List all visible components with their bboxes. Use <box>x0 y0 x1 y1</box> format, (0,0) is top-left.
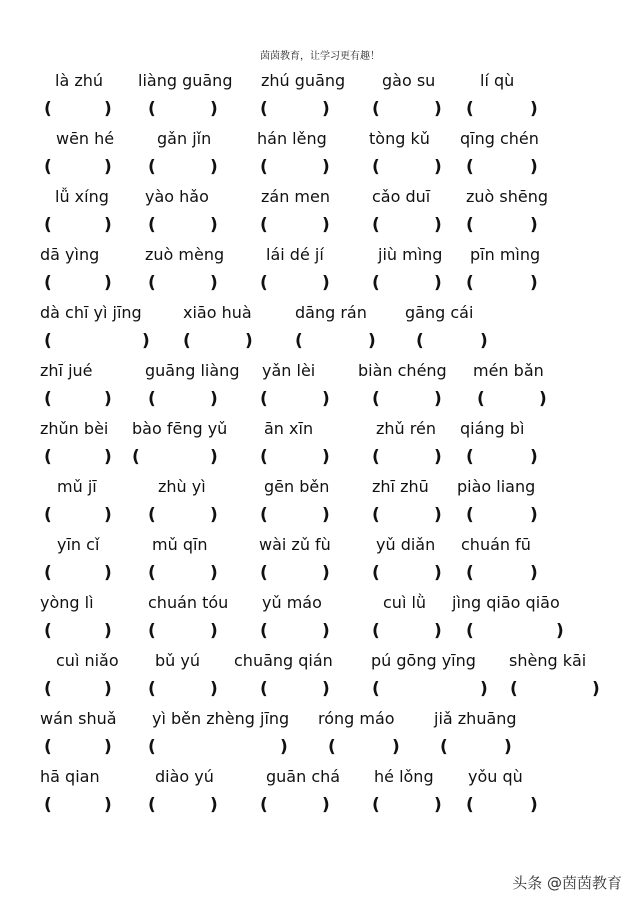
answer-row <box>0 214 640 238</box>
answer-blank-close: ) <box>322 563 330 583</box>
answer-blank-close: ) <box>322 679 330 699</box>
pinyin-word: pīn mìng <box>470 245 541 264</box>
answer-blank-close: ) <box>104 563 112 583</box>
pinyin-word: lí qù <box>480 71 515 90</box>
answer-blank-close: ) <box>480 679 488 699</box>
pinyin-word: zhī jué <box>40 361 93 380</box>
pinyin-word: mǔ qīn <box>152 535 208 554</box>
answer-blank-close: ) <box>210 273 218 293</box>
pinyin-word: cuì niǎo <box>56 651 119 670</box>
answer-blank-close: ) <box>210 447 218 467</box>
pinyin-word: jiǎ zhuāng <box>434 709 517 728</box>
answer-blank-open: ( <box>466 99 474 119</box>
answer-blank-close: ) <box>539 389 547 409</box>
answer-row <box>0 446 640 470</box>
answer-blank-close: ) <box>530 273 538 293</box>
pinyin-word: gào su <box>382 71 436 90</box>
answer-blank-open: ( <box>260 215 268 235</box>
answer-blank-open: ( <box>44 331 52 351</box>
answer-blank-close: ) <box>322 505 330 525</box>
answer-blank-close: ) <box>322 99 330 119</box>
pinyin-word: zuò shēng <box>466 187 549 206</box>
answer-row <box>0 156 640 180</box>
answer-blank-open: ( <box>148 157 156 177</box>
answer-blank-open: ( <box>183 331 191 351</box>
pinyin-word: yào hǎo <box>145 187 209 206</box>
answer-blank-close: ) <box>104 621 112 641</box>
pinyin-row <box>0 128 640 152</box>
answer-row <box>0 620 640 644</box>
answer-blank-close: ) <box>322 215 330 235</box>
answer-blank-close: ) <box>530 99 538 119</box>
answer-blank-open: ( <box>148 737 156 757</box>
answer-blank-open: ( <box>372 99 380 119</box>
answer-blank-open: ( <box>372 679 380 699</box>
answer-blank-open: ( <box>372 505 380 525</box>
answer-blank-close: ) <box>104 157 112 177</box>
answer-blank-open: ( <box>260 795 268 815</box>
pinyin-word: gēn běn <box>264 477 330 496</box>
pinyin-row <box>0 360 640 384</box>
answer-blank-open: ( <box>416 331 424 351</box>
pinyin-word: jìng qiāo qiāo <box>452 593 560 612</box>
pinyin-row <box>0 592 640 616</box>
pinyin-word: zhǔ rén <box>376 419 436 438</box>
pinyin-word: qīng chén <box>460 129 539 148</box>
pinyin-word: tòng kǔ <box>369 129 430 148</box>
pinyin-word: hé lǒng <box>374 767 434 786</box>
answer-blank-open: ( <box>260 505 268 525</box>
answer-blank-open: ( <box>44 447 52 467</box>
answer-blank-close: ) <box>104 215 112 235</box>
pinyin-word: zán men <box>261 187 330 206</box>
answer-blank-open: ( <box>466 273 474 293</box>
pinyin-word: dāng rán <box>295 303 367 322</box>
answer-blank-close: ) <box>104 505 112 525</box>
pinyin-row <box>0 418 640 442</box>
pinyin-word: yǔ diǎn <box>376 535 436 554</box>
answer-row <box>0 794 640 818</box>
answer-blank-close: ) <box>434 795 442 815</box>
answer-blank-open: ( <box>466 563 474 583</box>
answer-blank-close: ) <box>530 563 538 583</box>
pinyin-word: yǔ máo <box>262 593 322 612</box>
answer-blank-close: ) <box>210 99 218 119</box>
answer-blank-close: ) <box>210 389 218 409</box>
pinyin-word: piào liang <box>457 477 536 496</box>
answer-blank-open: ( <box>260 157 268 177</box>
pinyin-word: bào fēng yǔ <box>132 419 228 438</box>
answer-blank-close: ) <box>142 331 150 351</box>
answer-blank-open: ( <box>260 99 268 119</box>
answer-blank-open: ( <box>44 795 52 815</box>
pinyin-word: gāng cái <box>405 303 474 322</box>
pinyin-word: bǔ yú <box>155 651 200 670</box>
answer-blank-close: ) <box>104 389 112 409</box>
answer-blank-open: ( <box>260 621 268 641</box>
pinyin-word: shèng kāi <box>509 651 587 670</box>
answer-blank-open: ( <box>44 621 52 641</box>
answer-blank-close: ) <box>322 273 330 293</box>
answer-row <box>0 98 640 122</box>
pinyin-word: mǔ jī <box>57 477 97 496</box>
answer-blank-close: ) <box>210 621 218 641</box>
answer-blank-open: ( <box>44 157 52 177</box>
pinyin-row <box>0 534 640 558</box>
answer-blank-open: ( <box>148 389 156 409</box>
answer-blank-close: ) <box>530 447 538 467</box>
pinyin-word: là zhú <box>55 71 104 90</box>
answer-blank-open: ( <box>132 447 140 467</box>
pinyin-word: róng máo <box>318 709 395 728</box>
answer-blank-close: ) <box>104 99 112 119</box>
answer-blank-open: ( <box>440 737 448 757</box>
answer-blank-close: ) <box>322 157 330 177</box>
answer-row <box>0 562 640 586</box>
answer-blank-close: ) <box>504 737 512 757</box>
answer-blank-close: ) <box>392 737 400 757</box>
answer-blank-open: ( <box>466 447 474 467</box>
answer-blank-open: ( <box>260 679 268 699</box>
pinyin-word: chuán fū <box>461 535 531 554</box>
pinyin-word: wán shuǎ <box>40 709 117 728</box>
answer-blank-open: ( <box>148 621 156 641</box>
answer-blank-close: ) <box>322 795 330 815</box>
answer-blank-open: ( <box>44 273 52 293</box>
pinyin-word: hā qian <box>40 767 100 786</box>
answer-blank-open: ( <box>148 215 156 235</box>
pinyin-word: zuò mèng <box>145 245 225 264</box>
pinyin-word: yīn cǐ <box>57 535 100 554</box>
pinyin-row <box>0 708 640 732</box>
answer-blank-open: ( <box>372 447 380 467</box>
pinyin-row <box>0 186 640 210</box>
answer-blank-open: ( <box>148 679 156 699</box>
answer-blank-close: ) <box>210 795 218 815</box>
answer-blank-close: ) <box>592 679 600 699</box>
answer-blank-close: ) <box>322 447 330 467</box>
answer-blank-close: ) <box>530 157 538 177</box>
pinyin-word: yǒu qù <box>468 767 523 786</box>
answer-blank-close: ) <box>210 157 218 177</box>
answer-blank-open: ( <box>44 563 52 583</box>
answer-blank-open: ( <box>44 679 52 699</box>
answer-blank-close: ) <box>104 447 112 467</box>
answer-blank-open: ( <box>510 679 518 699</box>
pinyin-word: zhù yì <box>158 477 206 496</box>
answer-blank-close: ) <box>434 563 442 583</box>
pinyin-word: lái dé jí <box>266 245 324 264</box>
watermark-footer: 头条 @茵茵教育 <box>512 874 622 892</box>
pinyin-word: hán lěng <box>257 129 327 148</box>
pinyin-word: dā yìng <box>40 245 100 264</box>
answer-blank-open: ( <box>466 621 474 641</box>
answer-blank-close: ) <box>245 331 253 351</box>
pinyin-word: liàng guāng <box>138 71 233 90</box>
answer-blank-open: ( <box>466 505 474 525</box>
pinyin-word: wài zǔ fù <box>259 535 331 554</box>
answer-blank-open: ( <box>466 157 474 177</box>
answer-blank-open: ( <box>372 563 380 583</box>
answer-blank-close: ) <box>104 795 112 815</box>
answer-row <box>0 272 640 296</box>
pinyin-row <box>0 70 640 94</box>
pinyin-word: biàn chéng <box>358 361 447 380</box>
pinyin-word: diào yú <box>155 767 214 786</box>
answer-blank-close: ) <box>210 679 218 699</box>
pinyin-word: yì běn zhèng jīng <box>152 709 290 728</box>
pinyin-word: yǎn lèi <box>262 361 316 380</box>
pinyin-row <box>0 476 640 500</box>
page-header: 茵茵教育，让学习更有趣！ <box>260 51 380 62</box>
answer-blank-open: ( <box>148 99 156 119</box>
pinyin-word: yòng lì <box>40 593 94 612</box>
answer-blank-close: ) <box>104 273 112 293</box>
answer-blank-close: ) <box>210 215 218 235</box>
answer-blank-open: ( <box>148 273 156 293</box>
answer-blank-open: ( <box>372 157 380 177</box>
pinyin-word: pú gōng yīng <box>371 651 476 670</box>
answer-blank-close: ) <box>322 389 330 409</box>
answer-blank-open: ( <box>260 273 268 293</box>
answer-blank-close: ) <box>280 737 288 757</box>
answer-row <box>0 678 640 702</box>
answer-blank-close: ) <box>210 563 218 583</box>
pinyin-word: dà chī yì jīng <box>40 303 142 322</box>
pinyin-row <box>0 650 640 674</box>
answer-row <box>0 330 640 354</box>
answer-blank-close: ) <box>434 389 442 409</box>
answer-blank-open: ( <box>148 563 156 583</box>
pinyin-row <box>0 302 640 326</box>
answer-row <box>0 736 640 760</box>
answer-blank-close: ) <box>530 505 538 525</box>
answer-blank-close: ) <box>530 215 538 235</box>
answer-blank-open: ( <box>260 447 268 467</box>
answer-blank-open: ( <box>44 505 52 525</box>
answer-blank-close: ) <box>556 621 564 641</box>
answer-blank-open: ( <box>295 331 303 351</box>
pinyin-word: wēn hé <box>56 129 115 148</box>
answer-blank-open: ( <box>466 795 474 815</box>
answer-blank-open: ( <box>44 389 52 409</box>
answer-blank-close: ) <box>322 621 330 641</box>
pinyin-row <box>0 766 640 790</box>
answer-blank-open: ( <box>372 621 380 641</box>
pinyin-word: mén bǎn <box>473 361 544 380</box>
answer-blank-close: ) <box>530 795 538 815</box>
answer-blank-open: ( <box>372 215 380 235</box>
answer-blank-close: ) <box>434 621 442 641</box>
answer-blank-open: ( <box>372 795 380 815</box>
answer-blank-close: ) <box>480 331 488 351</box>
pinyin-word: ān xīn <box>264 419 314 438</box>
pinyin-word: lǚ xíng <box>55 187 109 206</box>
answer-blank-close: ) <box>104 737 112 757</box>
pinyin-word: guān chá <box>266 767 341 786</box>
answer-blank-close: ) <box>210 505 218 525</box>
answer-blank-close: ) <box>104 679 112 699</box>
pinyin-word: chuāng qián <box>234 651 333 670</box>
answer-blank-close: ) <box>434 447 442 467</box>
pinyin-word: zhī zhū <box>372 477 429 496</box>
answer-blank-close: ) <box>434 99 442 119</box>
pinyin-word: zhǔn bèi <box>40 419 109 438</box>
answer-row <box>0 504 640 528</box>
answer-blank-close: ) <box>434 215 442 235</box>
answer-blank-open: ( <box>148 795 156 815</box>
pinyin-word: xiāo huà <box>183 303 252 322</box>
pinyin-word: cuì lǜ <box>383 593 427 612</box>
pinyin-word: jiù mìng <box>378 245 443 264</box>
pinyin-word: cǎo duī <box>372 187 431 206</box>
answer-blank-open: ( <box>260 389 268 409</box>
pinyin-word: gǎn jǐn <box>157 129 212 148</box>
pinyin-word: guāng liàng <box>145 361 240 380</box>
answer-blank-close: ) <box>434 157 442 177</box>
pinyin-word: qiáng bì <box>460 419 525 438</box>
answer-blank-open: ( <box>260 563 268 583</box>
answer-blank-open: ( <box>477 389 485 409</box>
pinyin-row <box>0 244 640 268</box>
answer-blank-open: ( <box>44 215 52 235</box>
answer-row <box>0 388 640 412</box>
answer-blank-close: ) <box>434 505 442 525</box>
answer-blank-open: ( <box>466 215 474 235</box>
pinyin-word: zhú guāng <box>261 71 346 90</box>
answer-blank-open: ( <box>148 505 156 525</box>
answer-blank-open: ( <box>44 737 52 757</box>
answer-blank-open: ( <box>372 389 380 409</box>
answer-blank-open: ( <box>328 737 336 757</box>
answer-blank-close: ) <box>434 273 442 293</box>
answer-blank-close: ) <box>368 331 376 351</box>
answer-blank-open: ( <box>372 273 380 293</box>
answer-blank-open: ( <box>44 99 52 119</box>
pinyin-word: chuán tóu <box>148 593 229 612</box>
